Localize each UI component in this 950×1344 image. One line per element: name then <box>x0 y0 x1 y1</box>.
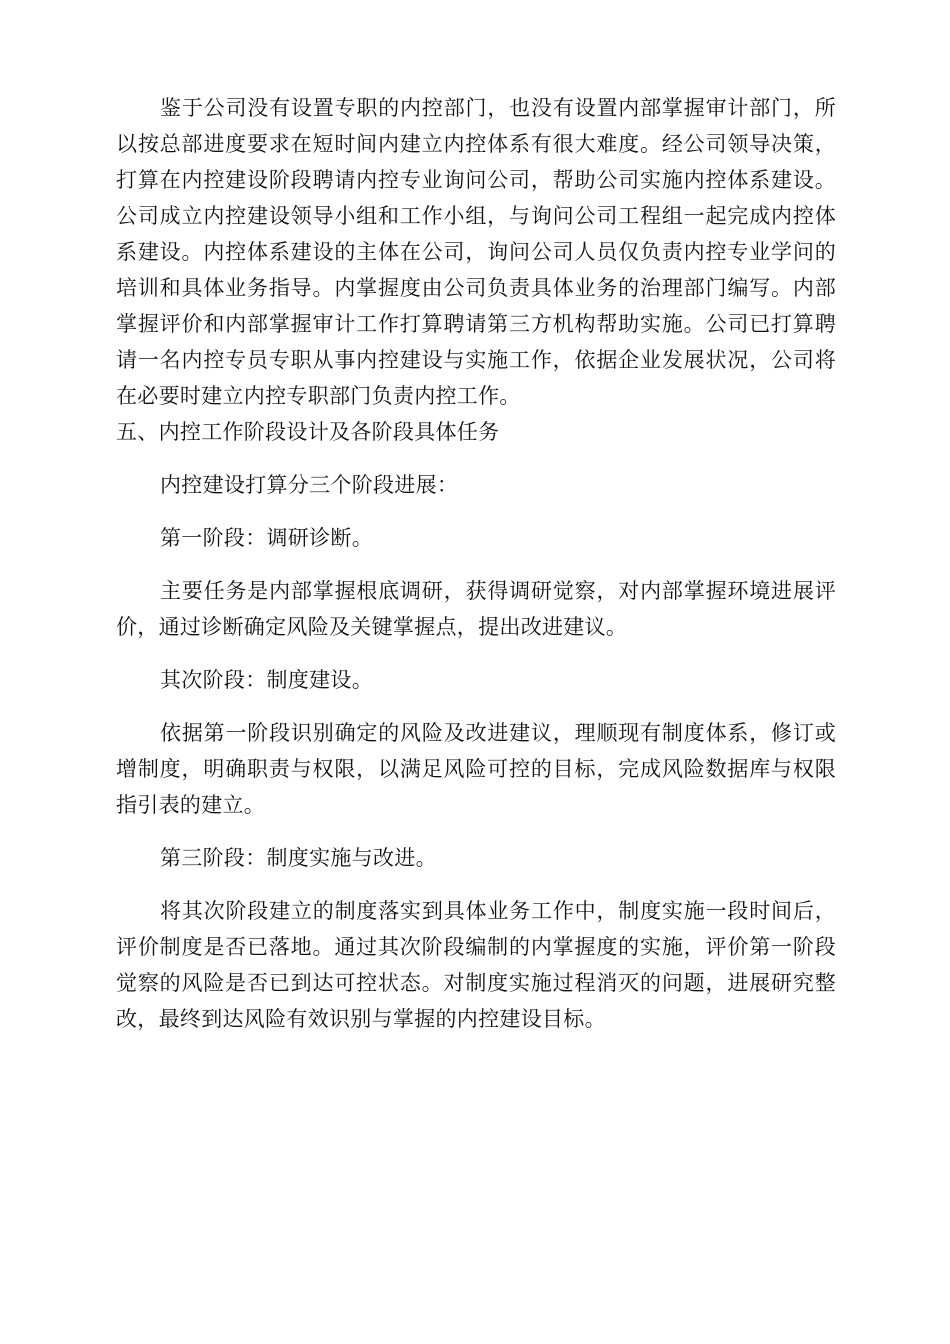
document-body <box>116 90 836 1037</box>
stage-three-description: 将其次阶段建立的制度落实到具体业务工作中，制度实施一段时间后，评价制度是否已落地。通过其次阶段编制的内掌握度的实施，评价第一阶段觉察的风险是否已到达可控状态。对制度实施过程消灭的问题，进展研究整改，最终到达风险有效识别与掌握的内控建设目标。 <box>116 899 836 1031</box>
paragraph-three-stages-intro: 内控建设打算分三个阶段进展： <box>160 473 459 497</box>
stage-three-title: 第三阶段：制度实施与改进。 <box>160 846 437 870</box>
stage-two-title: 其次阶段：制度建设。 <box>160 668 373 692</box>
stage-two-description: 依据第一阶段识别确定的风险及改进建议，理顺现有制度体系，修订或增制度，明确职责与权限，以满足风险可控的目标，完成风险数据库与权限指引表的建立。 <box>116 721 836 817</box>
stage-one-title: 第一阶段：调研诊断。 <box>160 526 373 550</box>
section-heading-five: 五、内控工作阶段设计及各阶段具体任务 <box>116 420 500 444</box>
paragraph-internal-control-organization: 鉴于公司没有设置专职的内控部门，也没有设置内部掌握审计部门，所以按总部进度要求在短时间内建立内控体系有很大难度。经公司领导决策，打算在内控建设阶段聘请内控专业询问公司，帮助公司实施内控体系建设。公司成立内控建设领导小组和工作小组，与询问公司工程组一起完成内控体系建设。内控体系建设的主体在公司，询问公司人员仅负责内控专业学问的培训和具体业务指导。内掌握度由公司负责具体业务的治理部门编写。内部掌握评价和内部掌握审计工作打算聘请第三方机构帮助实施。公司已打算聘请一名内控专员专职从事内控建设与实施工作，依据企业发展状况，公司将在必要时建立内控专职部门负责内控工作。 <box>116 96 836 408</box>
stage-one-description: 主要任务是内部掌握根底调研，获得调研觉察，对内部掌握环境进展评价，通过诊断确定风险及关键掌握点，提出改进建议。 <box>116 579 836 639</box>
